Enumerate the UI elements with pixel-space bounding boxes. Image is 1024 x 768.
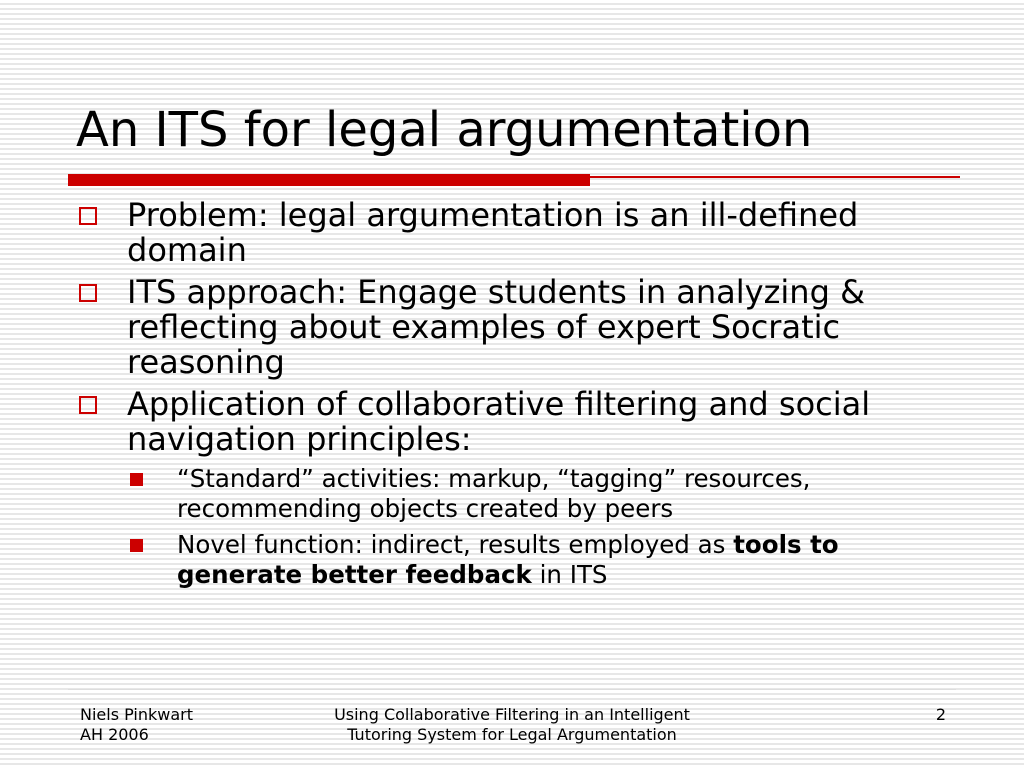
bullet-item-problem [76,198,956,268]
hollow-square-bullet-icon [79,396,97,414]
sub-bullet-bold-text: tools to generate better feedback [177,530,839,589]
sub-bullet-text: Novel function: indirect, results employed as [177,530,734,559]
sub-bullet-text-end: in ITS [531,560,608,589]
slide-title: An ITS for legal argumentation [76,102,813,158]
footer-talk-title-line2: Tutoring System for Legal Argumentation [347,725,677,744]
bullet-list [76,198,956,596]
footer-divider [68,689,956,690]
footer-talk-title [292,705,732,745]
footer-author [80,705,193,745]
footer-author-name: Niels Pinkwart [80,705,194,724]
filled-square-bullet-icon [130,539,143,552]
hollow-square-bullet-icon [79,284,97,302]
bullet-item-application [76,387,956,457]
hollow-square-bullet-icon [79,207,97,225]
page-number: 2 [935,705,946,724]
title-underline-thick [68,174,590,186]
footer-talk-title-line1: Using Collaborative Filtering in an Intelligent [334,705,690,724]
bullet-item-its-approach [76,275,956,380]
footer-author-event: AH 2006 [80,725,149,744]
sub-bullet-text: “Standard” activities: markup, “tagging” resources, recommending objects created by peers [177,464,811,523]
title-underline-thin [590,176,960,178]
bullet-text: Application of collaborative filtering and social navigation principles: [127,385,871,458]
filled-square-bullet-icon [130,473,143,486]
bullet-text: ITS approach: Engage students in analyzing & reflecting about examples of expert Socratic reasoning [127,273,866,381]
sub-bullet-item-standard [127,464,956,524]
bullet-text: Problem: legal argumentation is an ill-defined domain [127,196,859,269]
sub-bullet-item-novel [127,530,956,590]
